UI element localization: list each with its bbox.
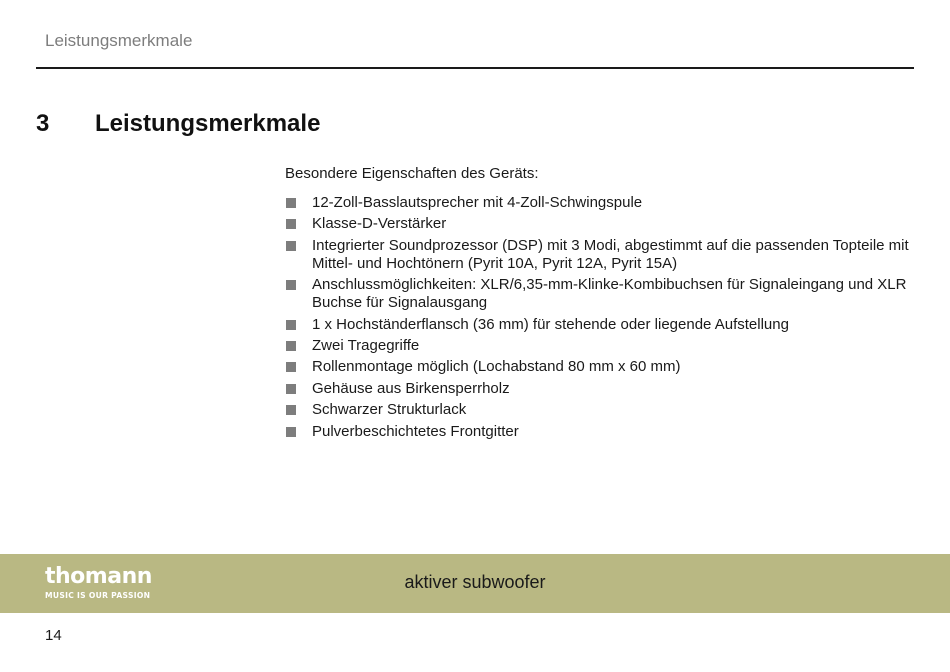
feature-text: Gehäuse aus Birkensperrholz <box>312 379 510 397</box>
logo-tagline: MUSIC IS OUR PASSION <box>45 591 151 600</box>
section-number: 3 <box>36 110 50 137</box>
square-bullet-icon <box>286 241 296 251</box>
feature-list <box>285 194 917 441</box>
section-title: Leistungsmerkmale <box>95 110 321 137</box>
feature-text: Schwarzer Strukturlack <box>312 401 467 419</box>
logo-wordmark: thomann <box>45 564 152 589</box>
feature-text: 12-Zoll-Basslautsprecher mit 4-Zoll-Schwingspule <box>312 194 643 211</box>
running-header: Leistungsmerkmale <box>45 31 193 50</box>
square-bullet-icon <box>286 405 296 415</box>
list-item <box>285 316 917 334</box>
feature-text: Rollenmontage möglich (Lochabstand 80 mm x 60 mm) <box>312 358 681 376</box>
square-bullet-icon <box>286 384 296 394</box>
list-item <box>285 237 917 273</box>
square-bullet-icon <box>286 198 296 208</box>
square-bullet-icon <box>286 362 296 372</box>
list-item <box>285 380 917 398</box>
feature-text: Pulverbeschichtetes Frontgitter <box>312 422 519 440</box>
feature-text: Integrierter Soundprozessor (DSP) mit 3 Modi, abgestimmt auf die passenden Topteile mit Mittel- und Hochtönern (Pyrit 10A, Pyrit 12A, Pyrit 15A) <box>312 236 909 272</box>
feature-content <box>285 165 917 444</box>
square-bullet-icon <box>286 427 296 437</box>
feature-text: Klasse-D-Verstärker <box>312 215 447 233</box>
list-item <box>285 401 917 419</box>
feature-text: 1 x Hochständerflansch (36 mm) für stehende oder liegende Aufstellung <box>312 315 789 333</box>
list-item <box>285 337 917 355</box>
section-heading <box>36 110 320 138</box>
page-number: 14 <box>45 627 62 644</box>
feature-text: Anschlussmöglichkeiten: XLR/6,35-mm-Klinke-Kombibuchsen für Signaleingang und XLR Buchse für Signalausgang <box>312 276 907 312</box>
list-item <box>285 358 917 376</box>
square-bullet-icon <box>286 219 296 229</box>
feature-text: Zwei Tragegriffe <box>312 336 420 354</box>
square-bullet-icon <box>286 341 296 351</box>
list-item <box>285 276 917 312</box>
list-item <box>285 194 917 212</box>
square-bullet-icon <box>286 320 296 330</box>
product-title: aktiver subwoofer <box>404 572 546 592</box>
list-item <box>285 423 917 441</box>
footer-band <box>0 554 950 613</box>
square-bullet-icon <box>286 280 296 290</box>
feature-intro: Besondere Eigenschaften des Geräts: <box>285 165 539 182</box>
list-item <box>285 215 917 233</box>
header-divider <box>36 67 914 69</box>
